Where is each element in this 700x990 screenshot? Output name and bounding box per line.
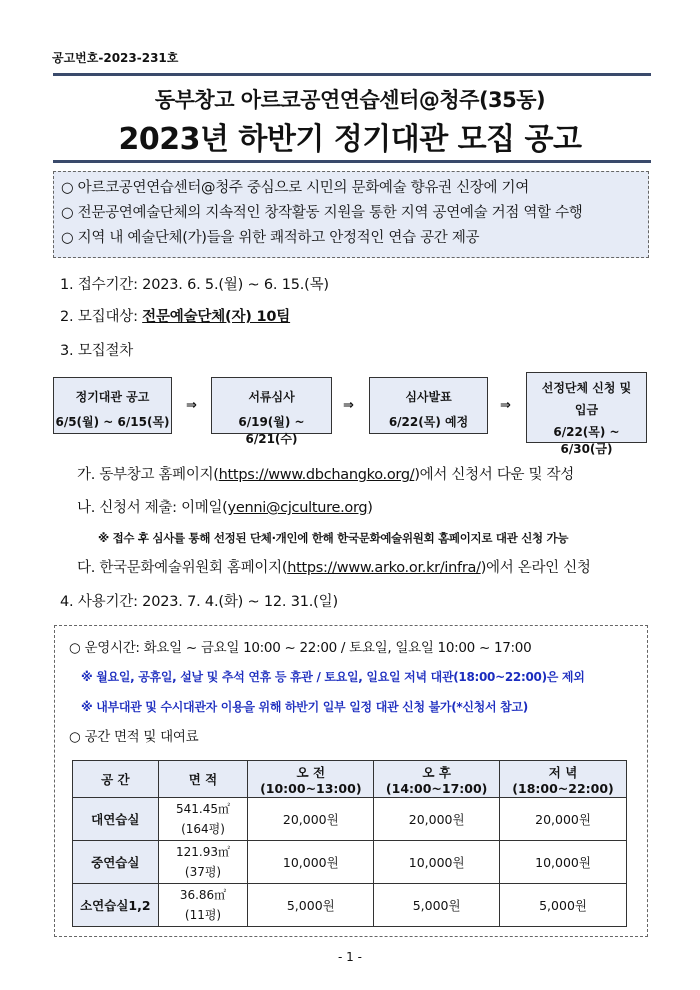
process-step-application <box>526 372 647 456</box>
application-step-online <box>77 556 591 577</box>
process-arrow: ⇒ <box>500 398 511 413</box>
space-area <box>158 884 248 927</box>
process-step-date: 6/22(목) 예정 <box>388 415 469 429</box>
usage-note-restriction: ※ 내부대관 및 수시대관자 이용을 위해 하반기 일부 일정 대관 신청 불가(*신청서 참고) <box>81 700 528 714</box>
fee-afternoon: 10,000원 <box>374 841 500 884</box>
space-area <box>158 841 248 884</box>
step-text: )에서 온라인 신청 <box>480 560 591 576</box>
column-header: 오 후(14:00~17:00) <box>374 761 500 798</box>
process-step-result <box>369 377 488 434</box>
table-row <box>73 798 627 841</box>
section-process-heading: 3. 모집절차 <box>60 343 134 359</box>
purpose-line: ○ 지역 내 예술단체(가)들을 위한 쾌적하고 안정적인 연습 공간 제공 <box>61 230 480 246</box>
application-note: ※ 접수 후 심사를 통해 선정된 단체·개인에 한해 한국문화예술위원회 홈페이지로 대관 신청 가능 <box>98 531 569 545</box>
usage-note-closed: ※ 월요일, 공휴일, 설날 및 추석 연휴 등 휴관 / 토요일, 일요일 저녁 대관(18:00~22:00)은 제외 <box>81 670 585 684</box>
fee-evening: 20,000원 <box>500 798 627 841</box>
purpose-box <box>53 171 649 258</box>
purpose-line: ○ 전문공연예술단체의 지속적인 창작활동 지원을 통한 지역 공연예술 거점 역할 수행 <box>61 205 583 221</box>
notice-number: 공고번호-2023-231호 <box>52 51 179 65</box>
area-fee-heading: ○ 공간 면적 및 대여료 <box>69 729 199 745</box>
fee-morning: 20,000원 <box>248 798 374 841</box>
purpose-line: ○ 아르코공연연습센터@청주 중심으로 시민의 문화예술 향유권 신장에 기여 <box>61 180 529 196</box>
space-name: 소연습실1,2 <box>73 884 159 927</box>
process-arrow: ⇒ <box>186 398 197 413</box>
fee-afternoon: 5,000원 <box>374 884 500 927</box>
fee-morning: 10,000원 <box>248 841 374 884</box>
table-header-row <box>73 761 627 798</box>
area-pyeong: (37평) <box>184 865 222 879</box>
arko-link[interactable]: https://www.arko.or.kr/infra/ <box>287 560 481 576</box>
application-step-download <box>77 463 574 484</box>
section-target <box>60 305 290 326</box>
fee-evening: 5,000원 <box>500 884 627 927</box>
application-step-submit <box>77 496 373 517</box>
column-header: 공 간 <box>73 761 159 798</box>
header-rule-top <box>53 73 651 76</box>
space-name: 대연습실 <box>73 798 159 841</box>
column-header: 오 전(10:00~13:00) <box>248 761 374 798</box>
rental-fee-table <box>72 760 627 927</box>
fee-afternoon: 20,000원 <box>374 798 500 841</box>
step-text: 다. 한국문화예술위원회 홈페이지( <box>77 560 288 576</box>
operating-hours: ○ 운영시간: 화요일 ~ 금요일 10:00 ~ 22:00 / 토요일, 일요일 10:00 ~ 17:00 <box>69 640 532 656</box>
process-step-screening <box>211 377 332 446</box>
process-step-title: 선정단체 신청 및 <box>541 381 632 395</box>
step-text: ) <box>367 500 373 516</box>
area-pyeong: (164평) <box>181 822 225 836</box>
step-text: )에서 신청서 다운 및 작성 <box>414 467 574 483</box>
email-link[interactable]: yenni@cjculture.org <box>227 500 368 516</box>
area-sqm: 541.45㎡ <box>176 802 230 816</box>
section-target-label: 2. 모집대상: <box>60 309 143 325</box>
process-step-title: 정기대관 공고 <box>75 390 150 404</box>
homepage-link[interactable]: https://www.dbchangko.org/ <box>218 467 415 483</box>
area-pyeong: (11평) <box>184 908 222 922</box>
process-step-title: 심사발표 <box>405 390 452 404</box>
process-step-date: 6/22(목) ~ 6/30(금) <box>553 425 620 456</box>
section-usage-period: 4. 사용기간: 2023. 7. 4.(화) ~ 12. 31.(일) <box>60 594 338 610</box>
table-row <box>73 884 627 927</box>
column-header: 저 녁(18:00~22:00) <box>500 761 627 798</box>
header-rule-bottom <box>53 160 651 163</box>
area-sqm: 36.86㎡ <box>179 888 227 902</box>
section-application-period: 1. 접수기간: 2023. 6. 5.(월) ~ 6. 15.(목) <box>60 277 329 293</box>
space-area <box>158 798 248 841</box>
process-step-announcement <box>53 377 172 434</box>
table-row <box>73 841 627 884</box>
document-title: 2023년 하반기 정기대관 모집 공고 <box>118 122 582 157</box>
process-step-title: 서류심사 <box>248 390 295 404</box>
fee-evening: 10,000원 <box>500 841 627 884</box>
page-number: - 1 - <box>338 950 362 964</box>
space-name: 중연습실 <box>73 841 159 884</box>
process-arrow: ⇒ <box>343 398 354 413</box>
fee-morning: 5,000원 <box>248 884 374 927</box>
process-step-title: 입금 <box>574 403 599 417</box>
area-sqm: 121.93㎡ <box>176 845 230 859</box>
process-step-date: 6/5(월) ~ 6/15(목) <box>55 415 170 429</box>
step-text: 가. 동부창고 홈페이지( <box>77 467 219 483</box>
step-text: 나. 신청서 제출: 이메일( <box>77 500 228 516</box>
section-target-value: 전문예술단체(자) 10팀 <box>142 309 291 325</box>
column-header: 면 적 <box>158 761 248 798</box>
process-step-date: 6/19(월) ~ 6/21(수) <box>238 415 305 446</box>
document-subtitle: 동부창고 아르코공연연습센터@청주(35동) <box>154 88 546 112</box>
